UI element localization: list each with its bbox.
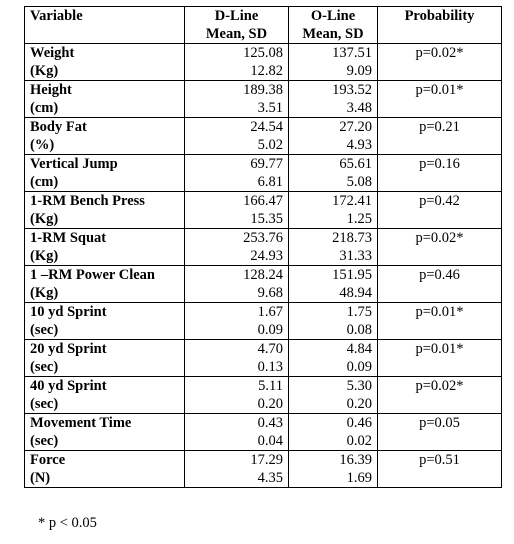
oline-cell-line-1: 4.84 — [346, 341, 372, 357]
variable-cell — [25, 81, 185, 118]
variable-cell — [25, 377, 185, 414]
dline-cell-line-2: 3.51 — [257, 100, 283, 116]
oline-cell-line-2: 0.02 — [346, 433, 372, 449]
footnote: * p < 0.05 — [38, 515, 97, 531]
header-dline — [185, 7, 289, 44]
oline-cell — [289, 192, 378, 229]
dline-cell-line-1: 128.24 — [243, 267, 283, 283]
dline-cell — [185, 340, 289, 377]
table-row — [25, 192, 502, 229]
oline-cell-line-2: 48.94 — [339, 285, 372, 301]
variable-cell — [25, 44, 185, 81]
dline-cell — [185, 81, 289, 118]
dline-cell-line-2: 0.09 — [257, 322, 283, 338]
probability-cell: p=0.02* — [378, 44, 502, 81]
dline-cell-line-1: 5.11 — [258, 378, 283, 394]
oline-cell-line-2: 4.93 — [346, 137, 372, 153]
oline-cell-line-1: 193.52 — [332, 82, 372, 98]
oline-cell-line-2: 31.33 — [339, 248, 372, 264]
variable-cell-line-1: Body Fat — [30, 119, 87, 135]
variable-cell-line-1: Vertical Jump — [30, 156, 118, 172]
probability-cell: p=0.05 — [378, 414, 502, 451]
variable-cell — [25, 155, 185, 192]
table-row — [25, 451, 502, 488]
dline-cell-line-2: 0.13 — [257, 359, 283, 375]
oline-cell-line-1: 151.95 — [332, 267, 372, 283]
header-oline — [289, 7, 378, 44]
table-body — [25, 44, 502, 488]
oline-cell — [289, 303, 378, 340]
variable-cell — [25, 303, 185, 340]
dline-cell-line-2: 24.93 — [250, 248, 283, 264]
variable-cell-line-2: (sec) — [30, 396, 59, 412]
dline-cell — [185, 155, 289, 192]
oline-cell-line-2: 1.25 — [346, 211, 372, 227]
oline-cell — [289, 451, 378, 488]
comparison-table — [24, 6, 502, 488]
probability-cell: p=0.42 — [378, 192, 502, 229]
variable-cell-line-1: Movement Time — [30, 415, 132, 431]
variable-cell-line-1: 1-RM Squat — [30, 230, 107, 246]
table-row — [25, 414, 502, 451]
header-oline-subtitle: Mean, SD — [302, 26, 364, 42]
probability-cell: p=0.46 — [378, 266, 502, 303]
oline-cell-line-2: 3.48 — [346, 100, 372, 116]
probability-cell: p=0.02* — [378, 229, 502, 266]
dline-cell-line-1: 253.76 — [243, 230, 283, 246]
variable-cell — [25, 192, 185, 229]
variable-cell-line-2: (Kg) — [30, 248, 59, 264]
variable-cell-line-2: (Kg) — [30, 285, 59, 301]
oline-cell-line-1: 27.20 — [339, 119, 372, 135]
variable-cell-line-1: 10 yd Sprint — [30, 304, 107, 320]
oline-cell — [289, 340, 378, 377]
oline-cell — [289, 266, 378, 303]
dline-cell — [185, 44, 289, 81]
table-header-row — [25, 7, 502, 44]
variable-cell — [25, 340, 185, 377]
variable-cell-line-1: 40 yd Sprint — [30, 378, 107, 394]
variable-cell-line-1: 20 yd Sprint — [30, 341, 107, 357]
dline-cell-line-2: 5.02 — [257, 137, 283, 153]
variable-cell — [25, 266, 185, 303]
oline-cell-line-1: 65.61 — [339, 156, 372, 172]
variable-cell-line-2: (sec) — [30, 322, 59, 338]
dline-cell-line-2: 12.82 — [250, 63, 283, 79]
dline-cell-line-1: 4.70 — [257, 341, 283, 357]
variable-cell-line-2: (Kg) — [30, 63, 59, 79]
oline-cell-line-1: 16.39 — [339, 452, 372, 468]
oline-cell — [289, 229, 378, 266]
oline-cell — [289, 118, 378, 155]
variable-cell-line-2: (sec) — [30, 359, 59, 375]
variable-cell-line-2: (N) — [30, 470, 51, 486]
oline-cell-line-1: 218.73 — [332, 230, 372, 246]
probability-cell: p=0.02* — [378, 377, 502, 414]
dline-cell-line-1: 0.43 — [257, 415, 283, 431]
dline-cell-line-2: 0.20 — [257, 396, 283, 412]
variable-cell-line-1: Weight — [30, 45, 75, 61]
variable-cell-line-1: Force — [30, 452, 66, 468]
oline-cell-line-2: 9.09 — [346, 63, 372, 79]
oline-cell-line-2: 0.08 — [346, 322, 372, 338]
dline-cell-line-1: 24.54 — [250, 119, 283, 135]
table-row — [25, 155, 502, 192]
oline-cell — [289, 81, 378, 118]
probability-cell: p=0.01* — [378, 340, 502, 377]
header-dline-title: D-Line — [214, 8, 259, 24]
table-row — [25, 377, 502, 414]
oline-cell — [289, 44, 378, 81]
header-dline-subtitle: Mean, SD — [205, 26, 268, 42]
variable-cell-line-2: (cm) — [30, 174, 59, 190]
variable-cell-line-2: (cm) — [30, 100, 59, 116]
oline-cell-line-2: 1.69 — [346, 470, 372, 486]
header-probability: Probability — [378, 7, 502, 44]
dline-cell — [185, 118, 289, 155]
oline-cell-line-2: 0.20 — [346, 396, 372, 412]
variable-cell — [25, 414, 185, 451]
dline-cell — [185, 303, 289, 340]
oline-cell-line-2: 0.09 — [346, 359, 372, 375]
oline-cell-line-1: 137.51 — [332, 45, 372, 61]
probability-cell: p=0.16 — [378, 155, 502, 192]
variable-cell-line-1: Height — [30, 82, 72, 98]
variable-cell — [25, 229, 185, 266]
dline-cell — [185, 414, 289, 451]
dline-cell-line-2: 15.35 — [250, 211, 283, 227]
oline-cell — [289, 155, 378, 192]
dline-cell — [185, 229, 289, 266]
dline-cell-line-2: 9.68 — [257, 285, 283, 301]
variable-cell — [25, 118, 185, 155]
dline-cell-line-1: 166.47 — [243, 193, 283, 209]
oline-cell-line-1: 172.41 — [332, 193, 372, 209]
probability-cell: p=0.01* — [378, 81, 502, 118]
probability-cell: p=0.51 — [378, 451, 502, 488]
dline-cell-line-2: 4.35 — [257, 470, 283, 486]
dline-cell-line-1: 1.67 — [257, 304, 283, 320]
dline-cell-line-1: 125.08 — [243, 45, 283, 61]
table-row — [25, 229, 502, 266]
variable-cell-line-2: (sec) — [30, 433, 59, 449]
dline-cell — [185, 377, 289, 414]
variable-cell-line-2: (%) — [30, 137, 55, 153]
dline-cell-line-2: 0.04 — [257, 433, 283, 449]
variable-cell — [25, 451, 185, 488]
probability-cell: p=0.01* — [378, 303, 502, 340]
probability-cell: p=0.21 — [378, 118, 502, 155]
header-variable: Variable — [25, 7, 185, 44]
dline-cell — [185, 451, 289, 488]
oline-cell-line-1: 1.75 — [346, 304, 372, 320]
variable-cell-line-2: (Kg) — [30, 211, 59, 227]
oline-cell-line-1: 0.46 — [346, 415, 372, 431]
dline-cell-line-1: 17.29 — [250, 452, 283, 468]
table-row — [25, 118, 502, 155]
variable-cell-line-1: 1 –RM Power Clean — [30, 267, 155, 283]
table-row — [25, 303, 502, 340]
oline-cell-line-2: 5.08 — [346, 174, 372, 190]
variable-cell-line-1: 1-RM Bench Press — [30, 193, 145, 209]
oline-cell — [289, 414, 378, 451]
table-row — [25, 44, 502, 81]
table-row — [25, 81, 502, 118]
dline-cell-line-1: 69.77 — [250, 156, 283, 172]
dline-cell-line-2: 6.81 — [257, 174, 283, 190]
dline-cell — [185, 192, 289, 229]
oline-cell — [289, 377, 378, 414]
table-row — [25, 340, 502, 377]
dline-cell — [185, 266, 289, 303]
oline-cell-line-1: 5.30 — [346, 378, 372, 394]
dline-cell-line-1: 189.38 — [243, 82, 283, 98]
table-row — [25, 266, 502, 303]
header-oline-title: O-Line — [310, 8, 356, 24]
